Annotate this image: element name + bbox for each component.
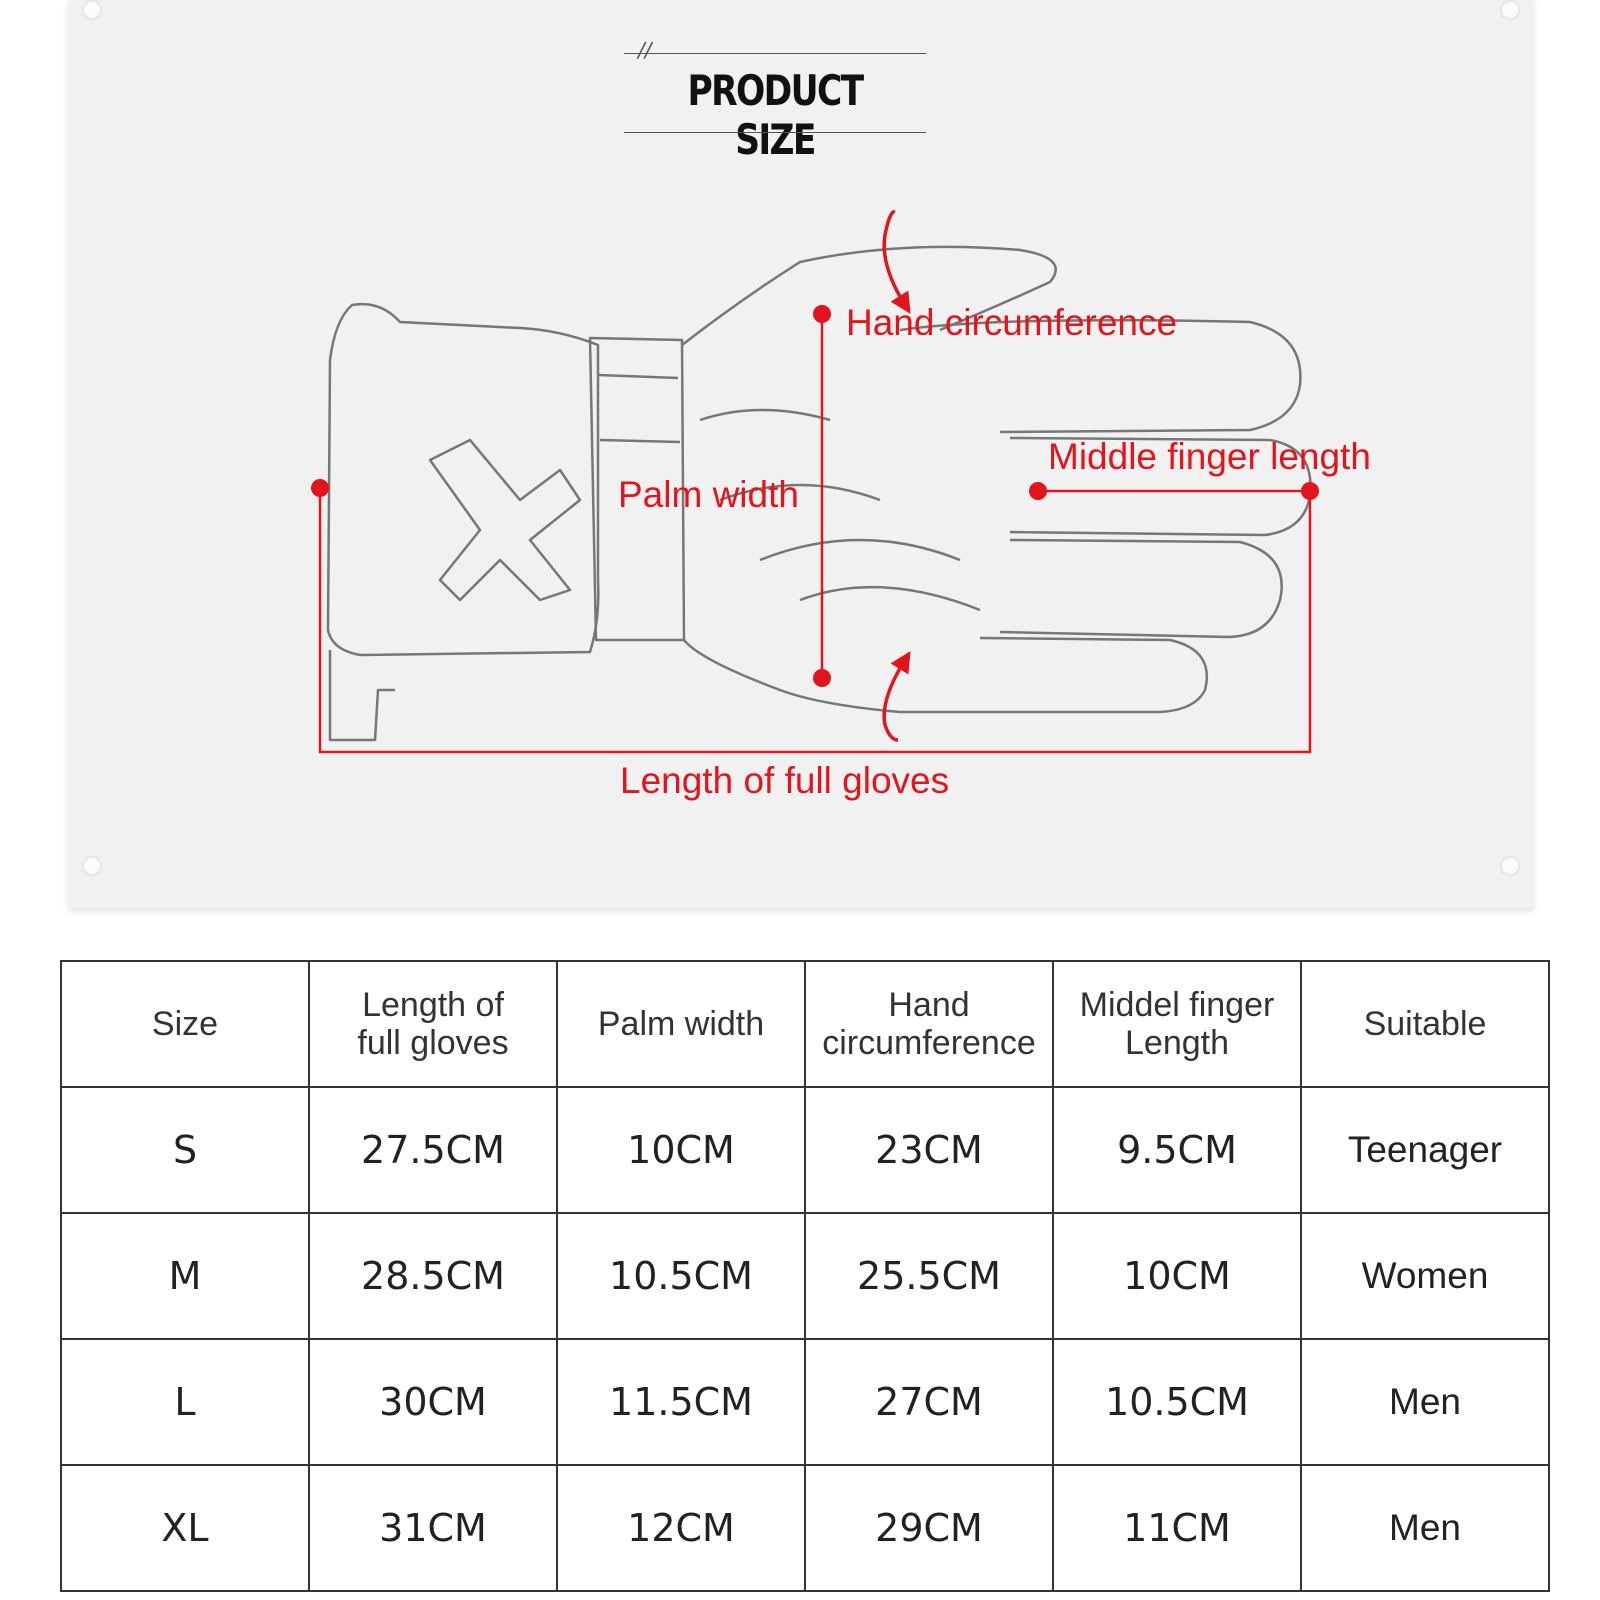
table-header-row (61, 961, 1549, 1087)
cuff-end-dot (311, 479, 329, 497)
cell-middle-finger-length: 10.5CM (1053, 1339, 1301, 1465)
cell-middle-finger-length: 10CM (1053, 1213, 1301, 1339)
hand-circumference-label: Hand circumference (846, 302, 1178, 343)
cell-palm-width: 11.5CM (557, 1339, 805, 1465)
cell-suitable: Men (1301, 1339, 1549, 1465)
header-hand-circumference: Hand circumference (805, 961, 1053, 1087)
size-table (60, 960, 1550, 1592)
cell-hand-circumference: 27CM (805, 1339, 1053, 1465)
cell-palm-width: 10.5CM (557, 1213, 805, 1339)
cell-palm-width: 10CM (557, 1087, 805, 1213)
circumference-arrow-bottom (884, 660, 905, 740)
table-row (61, 1213, 1549, 1339)
palm-width-label: Palm width (618, 474, 799, 515)
cell-palm-width: 12CM (557, 1465, 805, 1591)
cell-suitable: Women (1301, 1213, 1549, 1339)
header-suitable: Suitable (1301, 961, 1549, 1087)
cell-full-length: 31CM (309, 1465, 557, 1591)
finger-base-dot (1029, 482, 1047, 500)
cell-suitable: Teenager (1301, 1087, 1549, 1213)
header-full-length: Length of full gloves (309, 961, 557, 1087)
cell-size: XL (61, 1465, 309, 1591)
header-palm-width: Palm width (557, 961, 805, 1087)
measure-markers (320, 212, 1310, 752)
cell-full-length: 28.5CM (309, 1213, 557, 1339)
cell-size: M (61, 1213, 309, 1339)
table-row (61, 1465, 1549, 1591)
cell-hand-circumference: 29CM (805, 1465, 1053, 1591)
measure-dots (311, 305, 1319, 687)
cell-size: L (61, 1339, 309, 1465)
header-middle-finger-length: Middel finger Length (1053, 961, 1301, 1087)
table-row (61, 1087, 1549, 1213)
finger-tip-dot (1301, 482, 1319, 500)
cell-size: S (61, 1087, 309, 1213)
header-size: Size (61, 961, 309, 1087)
cell-middle-finger-length: 9.5CM (1053, 1087, 1301, 1213)
page-title: PRODUCT SIZE (687, 66, 863, 164)
cell-full-length: 27.5CM (309, 1087, 557, 1213)
circumference-arrow-top (884, 212, 905, 305)
title-slash-mark: // (638, 38, 652, 62)
palm-bottom-dot (813, 669, 831, 687)
cell-hand-circumference: 23CM (805, 1087, 1053, 1213)
palm-top-dot (813, 305, 831, 323)
table-row (61, 1339, 1549, 1465)
cell-hand-circumference: 25.5CM (805, 1213, 1053, 1339)
cell-middle-finger-length: 11CM (1053, 1465, 1301, 1591)
cell-suitable: Men (1301, 1465, 1549, 1591)
cell-full-length: 30CM (309, 1339, 557, 1465)
full-length-label: Length of full gloves (620, 760, 950, 801)
middle-finger-length-label: Middle finger length (1048, 436, 1371, 477)
